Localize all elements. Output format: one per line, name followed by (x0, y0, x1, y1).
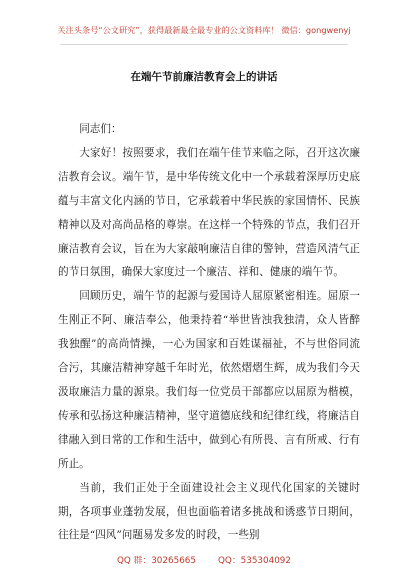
header-promo-note: 关注头条号“公文研究”，获得最新最全最专业的公文资料库！ 微信：gongwenyj (57, 25, 351, 35)
paragraph-3: 当前，我们正处于全面建设社会主义现代化国家的关键时期，各项事业蓬勃发展，但也面临着诸多挑战和诱惑节日期间，往往是“四风”问题易发多发的时段，一些别 (58, 481, 360, 542)
footer-qq: QQ：535304092 (217, 556, 292, 566)
footer-contact (0, 553, 408, 566)
footer-qq-group: QQ 群：30265665 (116, 556, 196, 566)
paragraph-1: 大家好！按照要求，我们在端午佳节来临之际，召开这次廉洁教育会议。端午节，是中华传统文化中一个承载着深厚历史底蕴与丰富文化内涵的节日，它承载着中华民族的家国情怀、民族精神以及对高尚品格的尊崇。在这样一个特殊的节点，我们召开廉洁教育会议，旨在为大家敲响廉洁自律的警钟，营造风清气正的节日氛围，确保大家度过一个廉洁、祥和、健康的端午节。 (58, 146, 360, 279)
document-title: 在端午节前廉洁教育会上的讲话 (130, 71, 278, 83)
salutation: 同志们： (79, 123, 122, 135)
document-body (58, 118, 360, 548)
header-divider (60, 44, 348, 45)
paragraph-2: 回顾历史，端午节的起源与爱国诗人屈原紧密相连。屈原一生刚正不阿、廉洁奉公，他秉持着“举世皆浊我独清，众人皆醉我独醒”的高尚情操，一心为国家和百姓谋福祉，不与世俗同流合污，其廉洁精神穿越千年时光，依然熠熠生辉，成为我们今天汲取廉洁力量的源泉。我们每一位党员干部都应以屈原为楷模，传承和弘扬这种廉洁精神，坚守道德底线和纪律红线，将廉洁自律融入到日常的工作和生活中，做到心有所畏、言有所戒、行有所止。 (58, 290, 360, 470)
